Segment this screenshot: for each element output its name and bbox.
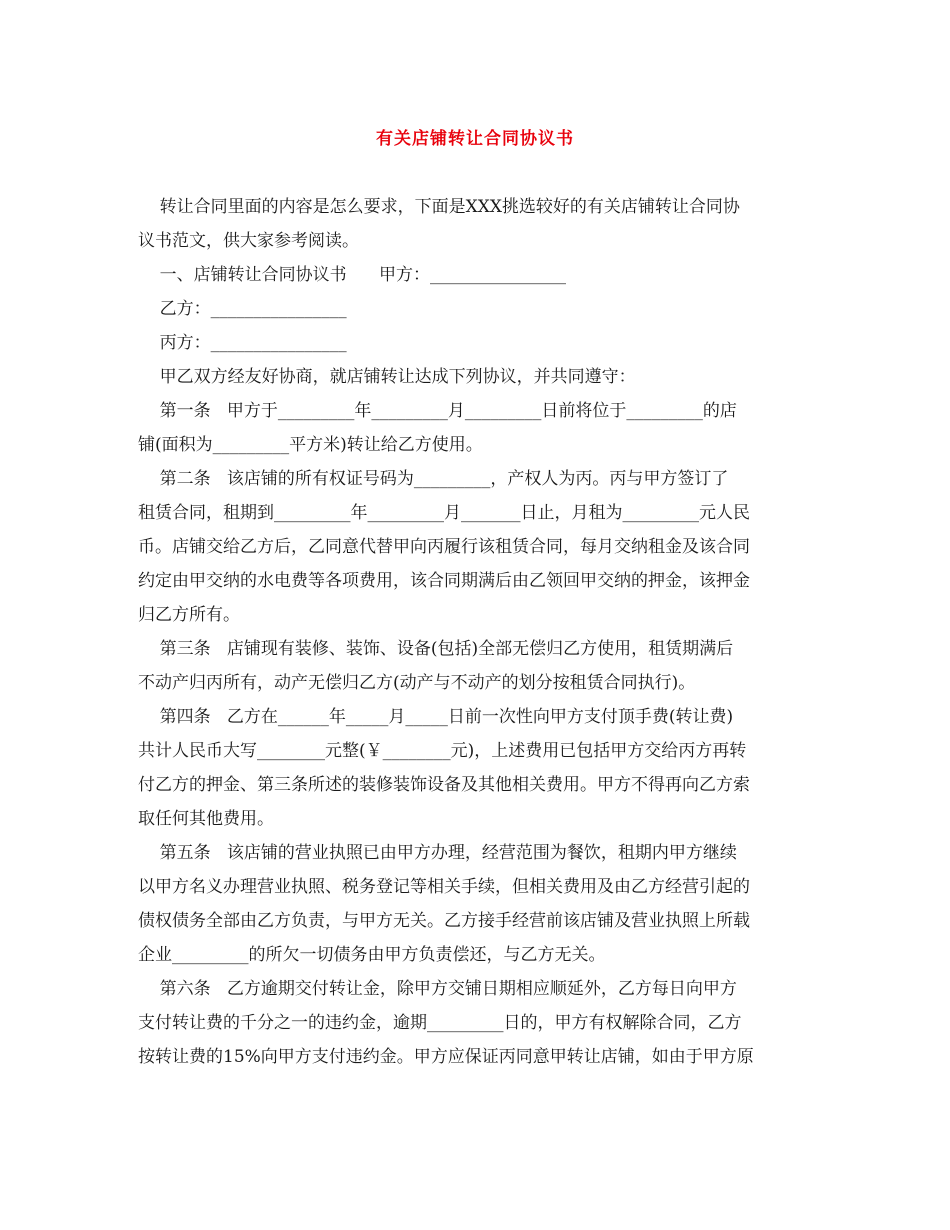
body-line: 债权债务全部由乙方负责，与甲方无关。乙方接手经营前该店铺及营业执照上所载 — [138, 911, 750, 931]
body-line: 第五条 该店铺的营业执照已由甲方办理，经营范围为餐饮，租期内甲方继续 — [138, 843, 737, 863]
document-title: 有关店铺转让合同协议书 — [376, 129, 574, 149]
body-line: 第六条 乙方逾期交付转让金，除甲方交铺日期相应顺延外，乙方每日向甲方 — [138, 979, 737, 999]
body-line: 第三条 店铺现有装修、装饰、设备(包括)全部无偿归乙方使用，租赁期满后 — [138, 639, 734, 659]
body-line: 甲乙双方经友好协商，就店铺转让达成下列协议，并共同遵守： — [138, 367, 636, 387]
body-line: 取任何其他费用。 — [138, 809, 274, 829]
body-line: 支付转让费的千分之一的违约金，逾期_________日的，甲方有权解除合同，乙方 — [138, 1013, 742, 1033]
body-line: 第四条 乙方在______年_____月_____日前一次性向甲方支付顶手费(转让费) — [138, 707, 734, 727]
body-line: 乙方：________________ — [138, 299, 347, 319]
document-body — [138, 190, 818, 1074]
body-line: 归乙方所有。 — [138, 605, 240, 625]
body-line: 企业_________的所欠一切债务由甲方负责偿还，与乙方无关。 — [138, 945, 606, 965]
body-line: 约定由甲交纳的水电费等各项费用，该合同期满后由乙领回甲交纳的押金，该押金 — [138, 571, 750, 591]
body-line: 丙方：________________ — [138, 333, 347, 353]
body-line: 第一条 甲方于_________年_________月_________日前将位于_________的店 — [138, 401, 737, 421]
body-line: 共计人民币大写________元整(￥________元)，上述费用已包括甲方交给丙方再转 — [138, 741, 747, 761]
body-line: 按转让费的15%向甲方支付违约金。甲方应保证丙同意甲转让店铺，如由于甲方原 — [138, 1047, 754, 1067]
body-line: 租赁合同，租期到_________年_________月_______日止，月租为_________元人民 — [138, 503, 750, 523]
body-line: 付乙方的押金、第三条所述的装修装饰设备及其他相关费用。甲方不得再向乙方索 — [138, 775, 750, 795]
body-line: 第二条 该店铺的所有权证号码为_________，产权人为丙。丙与甲方签订了 — [138, 469, 729, 489]
body-line: 议书范文，供大家参考阅读。 — [138, 231, 359, 251]
body-line: 一、店铺转让合同协议书 甲方：________________ — [138, 265, 567, 285]
body-line: 转让合同里面的内容是怎么要求，下面是XXX挑选较好的有关店铺转让合同协 — [138, 197, 740, 217]
body-line: 不动产归丙所有，动产无偿归乙方(动产与不动产的划分按租赁合同执行)。 — [138, 673, 696, 693]
body-line: 以甲方名义办理营业执照、税务登记等相关手续，但相关费用及由乙方经营引起的 — [138, 877, 750, 897]
body-line: 铺(面积为_________平方米)转让给乙方使用。 — [138, 435, 483, 455]
body-line: 币。店铺交给乙方后，乙同意代替甲向丙履行该租赁合同，每月交纳租金及该合同 — [138, 537, 750, 557]
